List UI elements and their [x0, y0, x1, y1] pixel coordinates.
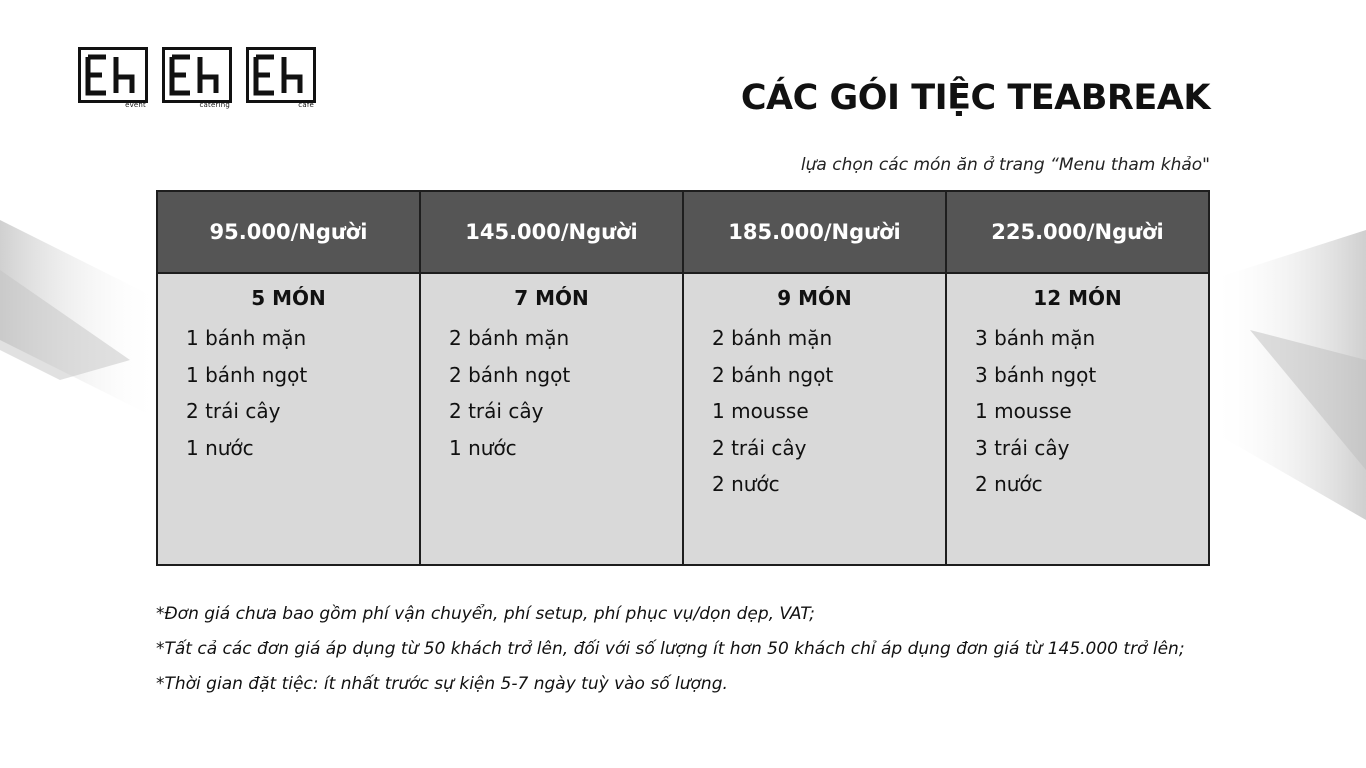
package-cell [683, 273, 946, 565]
note-text: *Đơn giá chưa bao gồm phí vận chuyển, phí setup, phí phục vụ/dọn dẹp, VAT; [156, 604, 815, 624]
package-table [156, 190, 1210, 566]
package-cell [946, 273, 1209, 565]
menu-item: 2 trái cây [449, 399, 544, 423]
menu-item: 1 mousse [975, 399, 1072, 423]
menu-item: 1 nước [186, 435, 254, 460]
logo-catering-label: catering [199, 101, 230, 109]
menu-item: 2 nước [712, 472, 780, 496]
brand-logos [78, 47, 316, 109]
menu-item: 1 mousse [712, 399, 809, 423]
logo-event [78, 47, 148, 109]
package-cell [157, 273, 420, 565]
note-text: *Thời gian đặt tiệc: ít nhất trước sự kiện 5-7 ngày tuỳ vào số lượng. [156, 674, 728, 694]
logo-catering [162, 47, 232, 109]
menu-item: 2 trái cây [186, 399, 281, 423]
logo-cafe-label: cafe [298, 101, 314, 109]
menu-item: 2 bánh ngọt [712, 362, 834, 387]
logo-cafe [246, 47, 316, 109]
menu-item: 2 bánh mặn [712, 326, 833, 350]
price-header: 145.000/Người [420, 191, 683, 273]
dish-count: 9 MÓN [777, 286, 852, 310]
price-header-row [157, 191, 1209, 273]
menu-item: 3 bánh mặn [975, 326, 1096, 350]
package-cell [420, 273, 683, 565]
price-header: 95.000/Người [157, 191, 420, 273]
note-text: *Tất cả các đơn giá áp dụng từ 50 khách trở lên, đối với số lượng ít hơn 50 khách chỉ áp dụng đơn giá từ 145.000 trở lên; [156, 639, 1185, 659]
dish-count: 7 MÓN [514, 286, 589, 310]
price-header: 225.000/Người [946, 191, 1209, 273]
menu-item: 2 nước [975, 472, 1043, 496]
price-header: 185.000/Người [683, 191, 946, 273]
menu-item: 2 bánh mặn [449, 326, 570, 350]
package-content-row [157, 273, 1209, 565]
menu-item: 1 nước [449, 435, 517, 460]
page-subtitle: lựa chọn các món ăn ở trang “Menu tham khảo" [800, 155, 1210, 175]
menu-item: 1 bánh ngọt [186, 362, 308, 387]
menu-item: 2 bánh ngọt [449, 362, 571, 387]
menu-item: 1 bánh mặn [186, 326, 307, 350]
page-title: CÁC GÓI TIỆC TEABREAK [740, 78, 1210, 118]
dish-count: 12 MÓN [1033, 286, 1122, 310]
menu-item: 3 trái cây [975, 435, 1070, 460]
menu-item: 3 bánh ngọt [975, 362, 1097, 387]
menu-item: 2 trái cây [712, 435, 807, 460]
notes-section [156, 603, 1196, 708]
dish-count: 5 MÓN [251, 286, 326, 310]
logo-event-label: event [125, 101, 146, 109]
